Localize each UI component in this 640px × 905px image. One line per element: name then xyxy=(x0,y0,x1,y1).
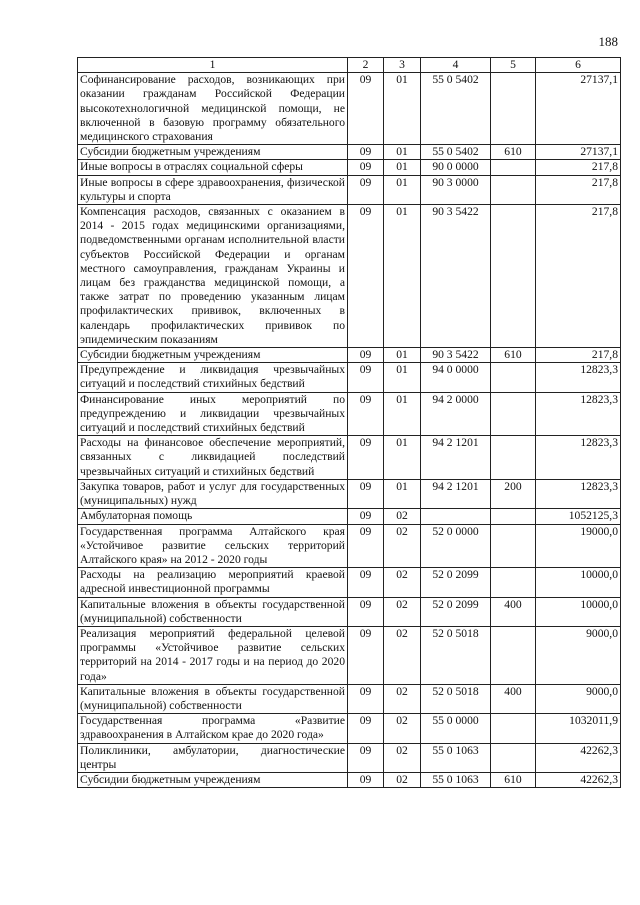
row-subsection-cell: 01 xyxy=(384,73,421,145)
table-row xyxy=(78,524,621,568)
row-target-article-cell: 52 0 5018 xyxy=(421,684,491,713)
row-section-cell: 09 xyxy=(348,509,384,524)
table-row xyxy=(78,348,621,363)
row-amount-cell: 217,8 xyxy=(536,348,621,363)
row-expense-type-cell xyxy=(491,175,536,204)
row-expense-type-cell: 400 xyxy=(491,597,536,626)
row-expense-type-cell: 610 xyxy=(491,772,536,787)
table-row xyxy=(78,73,621,145)
header-cell-1: 1 xyxy=(78,58,348,73)
header-row xyxy=(78,58,621,73)
row-subsection-cell: 02 xyxy=(384,597,421,626)
table-row xyxy=(78,479,621,508)
header-cell-4: 4 xyxy=(421,58,491,73)
row-section-cell: 09 xyxy=(348,73,384,145)
table-row xyxy=(78,772,621,787)
row-section-cell: 09 xyxy=(348,684,384,713)
row-section-cell: 09 xyxy=(348,743,384,772)
row-amount-cell: 9000,0 xyxy=(536,626,621,684)
table-row xyxy=(78,392,621,436)
row-subsection-cell: 01 xyxy=(384,348,421,363)
row-amount-cell: 42262,3 xyxy=(536,743,621,772)
row-amount-cell: 1032011,9 xyxy=(536,714,621,743)
row-expense-type-cell xyxy=(491,160,536,175)
row-expense-type-cell: 610 xyxy=(491,145,536,160)
table-row xyxy=(78,160,621,175)
row-subsection-cell: 01 xyxy=(384,436,421,480)
row-expense-type-cell xyxy=(491,743,536,772)
row-target-article-cell: 90 3 5422 xyxy=(421,348,491,363)
row-target-article-cell: 90 3 5422 xyxy=(421,205,491,348)
row-amount-cell: 12823,3 xyxy=(536,392,621,436)
row-section-cell: 09 xyxy=(348,436,384,480)
header-cell-5: 5 xyxy=(491,58,536,73)
row-section-cell: 09 xyxy=(348,568,384,597)
row-name-cell: Поликлиники, амбулатории, диагностические центры xyxy=(78,743,348,772)
page-number: 188 xyxy=(598,34,618,49)
table-row xyxy=(78,568,621,597)
table-row xyxy=(78,684,621,713)
row-name-cell: Капитальные вложения в объекты государственной (муниципальной) собственности xyxy=(78,597,348,626)
row-expense-type-cell xyxy=(491,626,536,684)
table-row xyxy=(78,175,621,204)
row-subsection-cell: 02 xyxy=(384,684,421,713)
row-name-cell: Расходы на реализацию мероприятий краевой адресной инвестиционной программы xyxy=(78,568,348,597)
row-expense-type-cell xyxy=(491,73,536,145)
header-cell-6: 6 xyxy=(536,58,621,73)
row-target-article-cell: 94 2 1201 xyxy=(421,479,491,508)
row-target-article-cell: 55 0 5402 xyxy=(421,145,491,160)
row-amount-cell: 19000,0 xyxy=(536,524,621,568)
row-section-cell: 09 xyxy=(348,597,384,626)
row-target-article-cell: 55 0 0000 xyxy=(421,714,491,743)
row-section-cell: 09 xyxy=(348,145,384,160)
row-subsection-cell: 02 xyxy=(384,509,421,524)
header-cell-3: 3 xyxy=(384,58,421,73)
row-name-cell: Государственная программа «Развитие здравоохранения в Алтайском крае до 2020 года» xyxy=(78,714,348,743)
row-amount-cell: 217,8 xyxy=(536,160,621,175)
row-subsection-cell: 02 xyxy=(384,714,421,743)
row-amount-cell: 217,8 xyxy=(536,205,621,348)
row-subsection-cell: 01 xyxy=(384,205,421,348)
row-expense-type-cell: 200 xyxy=(491,479,536,508)
row-name-cell: Закупка товаров, работ и услуг для государственных (муниципальных) нужд xyxy=(78,479,348,508)
row-section-cell: 09 xyxy=(348,363,384,392)
row-target-article-cell: 52 0 5018 xyxy=(421,626,491,684)
row-section-cell: 09 xyxy=(348,175,384,204)
row-amount-cell: 10000,0 xyxy=(536,597,621,626)
row-target-article-cell: 94 2 0000 xyxy=(421,392,491,436)
row-target-article-cell: 90 0 0000 xyxy=(421,160,491,175)
row-name-cell: Компенсация расходов, связанных с оказанием в 2014 - 2015 годах медицинскими организациями, подведомственными органам исполнительной власти субъектов Российской Федерации и органам местного самоуправления, гражданам Украины и лицам без гражданства медицинской помощи, а также затрат по проведению указанным лицам профилактических прививок, включенных в календарь профилактических прививок по эпидемическим показаниям xyxy=(78,205,348,348)
table-row xyxy=(78,597,621,626)
row-subsection-cell: 01 xyxy=(384,145,421,160)
row-expense-type-cell xyxy=(491,436,536,480)
row-name-cell: Предупреждение и ликвидация чрезвычайных ситуаций и последствий стихийных бедствий xyxy=(78,363,348,392)
row-target-article-cell: 52 0 2099 xyxy=(421,568,491,597)
header-cell-2: 2 xyxy=(348,58,384,73)
row-target-article-cell: 55 0 1063 xyxy=(421,743,491,772)
table-row xyxy=(78,436,621,480)
row-section-cell: 09 xyxy=(348,479,384,508)
row-section-cell: 09 xyxy=(348,348,384,363)
row-name-cell: Расходы на финансовое обеспечение мероприятий, связанных с ликвидацией последствий чрезвычайных ситуаций и стихийных бедствий xyxy=(78,436,348,480)
row-section-cell: 09 xyxy=(348,626,384,684)
row-expense-type-cell xyxy=(491,714,536,743)
row-name-cell: Субсидии бюджетным учреждениям xyxy=(78,772,348,787)
row-subsection-cell: 02 xyxy=(384,568,421,597)
row-name-cell: Иные вопросы в сфере здравоохранения, физической культуры и спорта xyxy=(78,175,348,204)
row-subsection-cell: 01 xyxy=(384,160,421,175)
row-expense-type-cell xyxy=(491,392,536,436)
row-section-cell: 09 xyxy=(348,160,384,175)
row-amount-cell: 10000,0 xyxy=(536,568,621,597)
table-row xyxy=(78,145,621,160)
table-row xyxy=(78,714,621,743)
row-target-article-cell: 90 3 0000 xyxy=(421,175,491,204)
row-amount-cell: 12823,3 xyxy=(536,363,621,392)
row-section-cell: 09 xyxy=(348,772,384,787)
row-name-cell: Реализация мероприятий федеральной целевой программы «Устойчивое развитие сельских территорий на 2014 - 2017 годы и на период до 2020 года» xyxy=(78,626,348,684)
row-name-cell: Софинансирование расходов, возникающих при оказании гражданам Российской Федерации высокотехнологичной медицинской помощи, не включенной в базовую программу обязательного медицинского страхования xyxy=(78,73,348,145)
row-target-article-cell: 94 0 0000 xyxy=(421,363,491,392)
table-row xyxy=(78,743,621,772)
table-row xyxy=(78,509,621,524)
budget-table xyxy=(77,57,621,788)
row-expense-type-cell xyxy=(491,363,536,392)
row-amount-cell: 12823,3 xyxy=(536,479,621,508)
row-target-article-cell xyxy=(421,509,491,524)
row-name-cell: Иные вопросы в отраслях социальной сферы xyxy=(78,160,348,175)
table-row xyxy=(78,205,621,348)
row-expense-type-cell xyxy=(491,509,536,524)
row-target-article-cell: 94 2 1201 xyxy=(421,436,491,480)
row-expense-type-cell xyxy=(491,524,536,568)
table-row xyxy=(78,363,621,392)
row-amount-cell: 42262,3 xyxy=(536,772,621,787)
row-name-cell: Капитальные вложения в объекты государственной (муниципальной) собственности xyxy=(78,684,348,713)
row-subsection-cell: 01 xyxy=(384,175,421,204)
row-amount-cell: 217,8 xyxy=(536,175,621,204)
row-subsection-cell: 02 xyxy=(384,743,421,772)
row-name-cell: Субсидии бюджетным учреждениям xyxy=(78,145,348,160)
row-target-article-cell: 55 0 5402 xyxy=(421,73,491,145)
table-row xyxy=(78,626,621,684)
row-name-cell: Амбулаторная помощь xyxy=(78,509,348,524)
row-name-cell: Финансирование иных мероприятий по предупреждению и ликвидации чрезвычайных ситуаций и последствий стихийных бедствий xyxy=(78,392,348,436)
row-expense-type-cell: 610 xyxy=(491,348,536,363)
row-expense-type-cell: 400 xyxy=(491,684,536,713)
row-subsection-cell: 01 xyxy=(384,392,421,436)
row-subsection-cell: 01 xyxy=(384,363,421,392)
row-section-cell: 09 xyxy=(348,714,384,743)
row-amount-cell: 27137,1 xyxy=(536,73,621,145)
row-expense-type-cell xyxy=(491,205,536,348)
row-amount-cell: 1052125,3 xyxy=(536,509,621,524)
row-target-article-cell: 52 0 2099 xyxy=(421,597,491,626)
row-subsection-cell: 02 xyxy=(384,524,421,568)
row-subsection-cell: 01 xyxy=(384,479,421,508)
row-amount-cell: 9000,0 xyxy=(536,684,621,713)
row-name-cell: Субсидии бюджетным учреждениям xyxy=(78,348,348,363)
row-subsection-cell: 02 xyxy=(384,626,421,684)
row-amount-cell: 12823,3 xyxy=(536,436,621,480)
row-subsection-cell: 02 xyxy=(384,772,421,787)
row-target-article-cell: 55 0 1063 xyxy=(421,772,491,787)
row-section-cell: 09 xyxy=(348,392,384,436)
row-expense-type-cell xyxy=(491,568,536,597)
row-amount-cell: 27137,1 xyxy=(536,145,621,160)
row-name-cell: Государственная программа Алтайского края «Устойчивое развитие сельских территорий Алтайского края» на 2012 - 2020 годы xyxy=(78,524,348,568)
row-target-article-cell: 52 0 0000 xyxy=(421,524,491,568)
row-section-cell: 09 xyxy=(348,205,384,348)
row-section-cell: 09 xyxy=(348,524,384,568)
